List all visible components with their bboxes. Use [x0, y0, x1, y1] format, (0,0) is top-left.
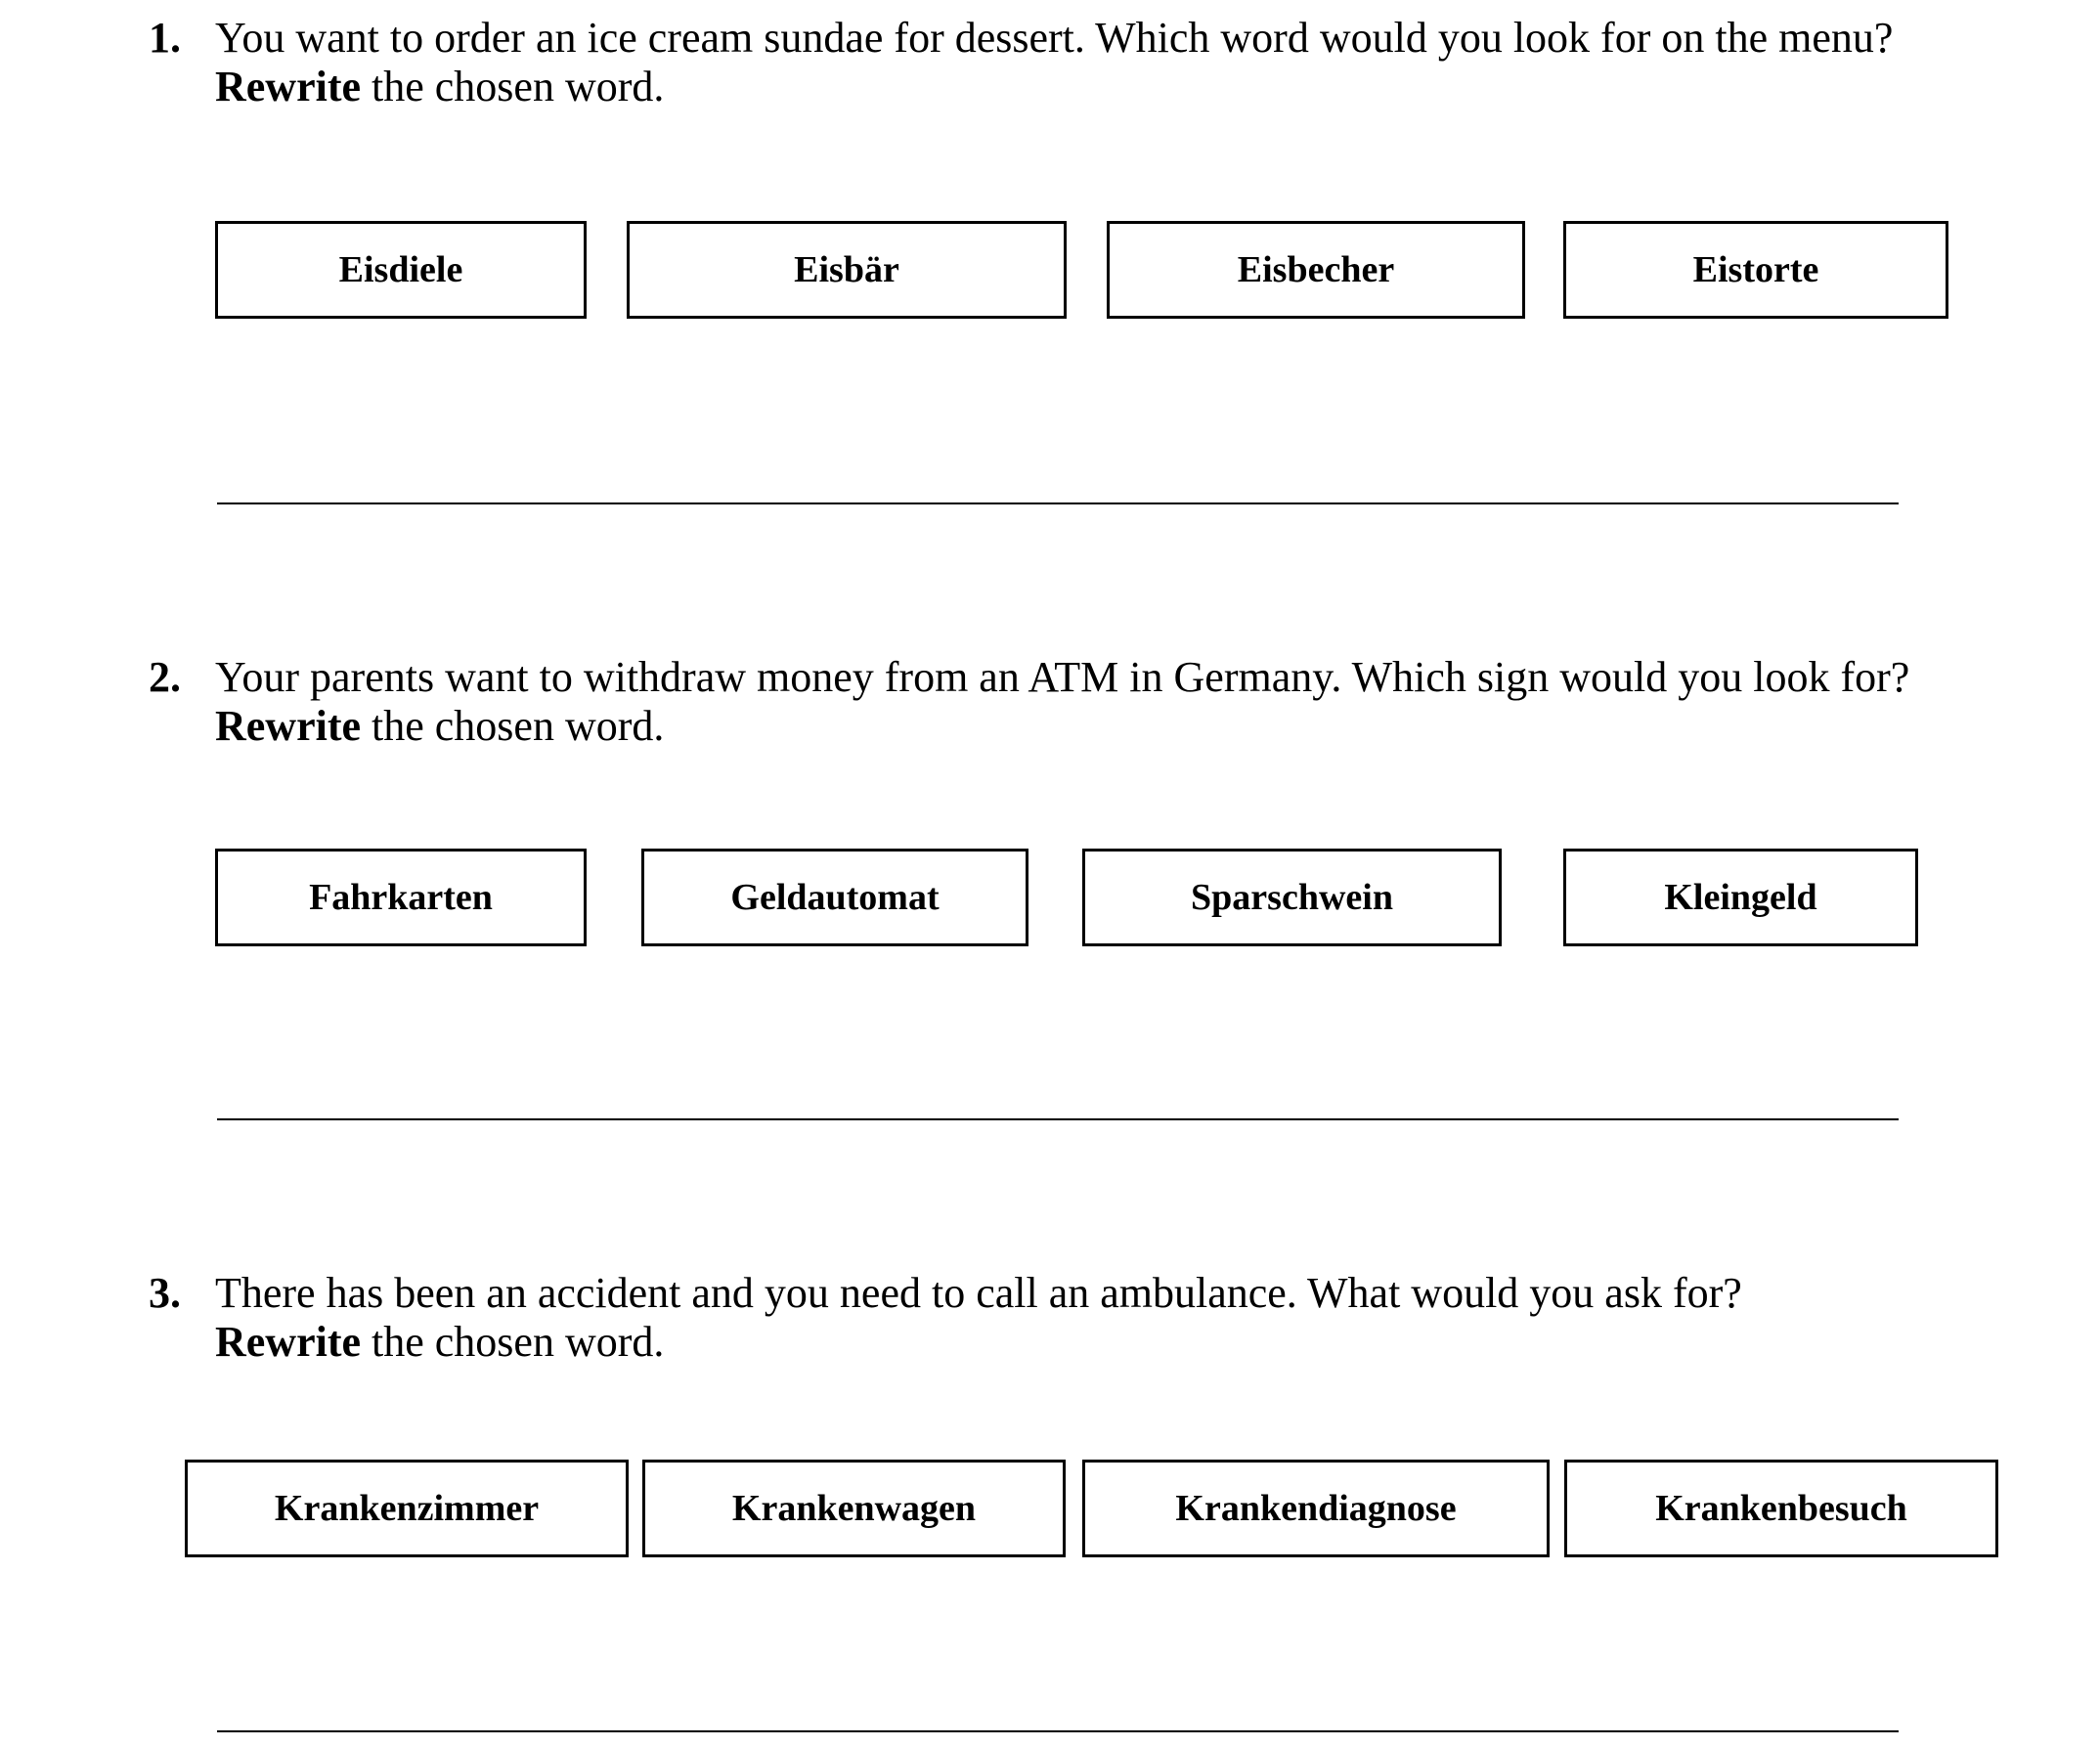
choice-box[interactable]: Krankenzimmer [185, 1460, 629, 1557]
answer-line[interactable] [217, 1118, 1899, 1120]
choice-box[interactable]: Kleingeld [1563, 849, 1918, 946]
question-instruction [215, 1318, 664, 1367]
choice-box[interactable]: Eisbecher [1107, 221, 1525, 319]
question-instruction [215, 702, 664, 751]
question-number: 3. [149, 1269, 181, 1317]
instruction-bold: Rewrite [215, 63, 362, 110]
question-prompt: You want to order an ice cream sundae for dessert. Which word would you look for on the menu? [215, 14, 1894, 62]
choice-box[interactable]: Eisdiele [215, 221, 587, 319]
choice-box[interactable]: Krankenbesuch [1564, 1460, 1998, 1557]
choice-box[interactable]: Krankenwagen [642, 1460, 1066, 1557]
answer-line[interactable] [217, 1730, 1899, 1732]
instruction-bold: Rewrite [215, 1318, 362, 1366]
question-number: 2. [149, 653, 181, 701]
instruction-rest: the chosen word. [361, 702, 665, 750]
question-instruction [215, 63, 664, 111]
choice-box[interactable]: Geldautomat [641, 849, 1028, 946]
choice-box[interactable]: Eisbär [627, 221, 1067, 319]
instruction-rest: the chosen word. [361, 1318, 665, 1366]
instruction-bold: Rewrite [215, 702, 362, 750]
question-number: 1. [149, 14, 181, 62]
instruction-rest: the chosen word. [361, 63, 665, 110]
answer-line[interactable] [217, 502, 1899, 504]
choice-box[interactable]: Sparschwein [1082, 849, 1502, 946]
question-prompt: There has been an accident and you need to call an ambulance. What would you ask for? [215, 1269, 1742, 1317]
choice-box[interactable]: Fahrkarten [215, 849, 587, 946]
choice-box[interactable]: Krankendiagnose [1082, 1460, 1550, 1557]
choice-box[interactable]: Eistorte [1563, 221, 1948, 319]
question-prompt: Your parents want to withdraw money from an ATM in Germany. Which sign would you look for? [215, 653, 1910, 701]
